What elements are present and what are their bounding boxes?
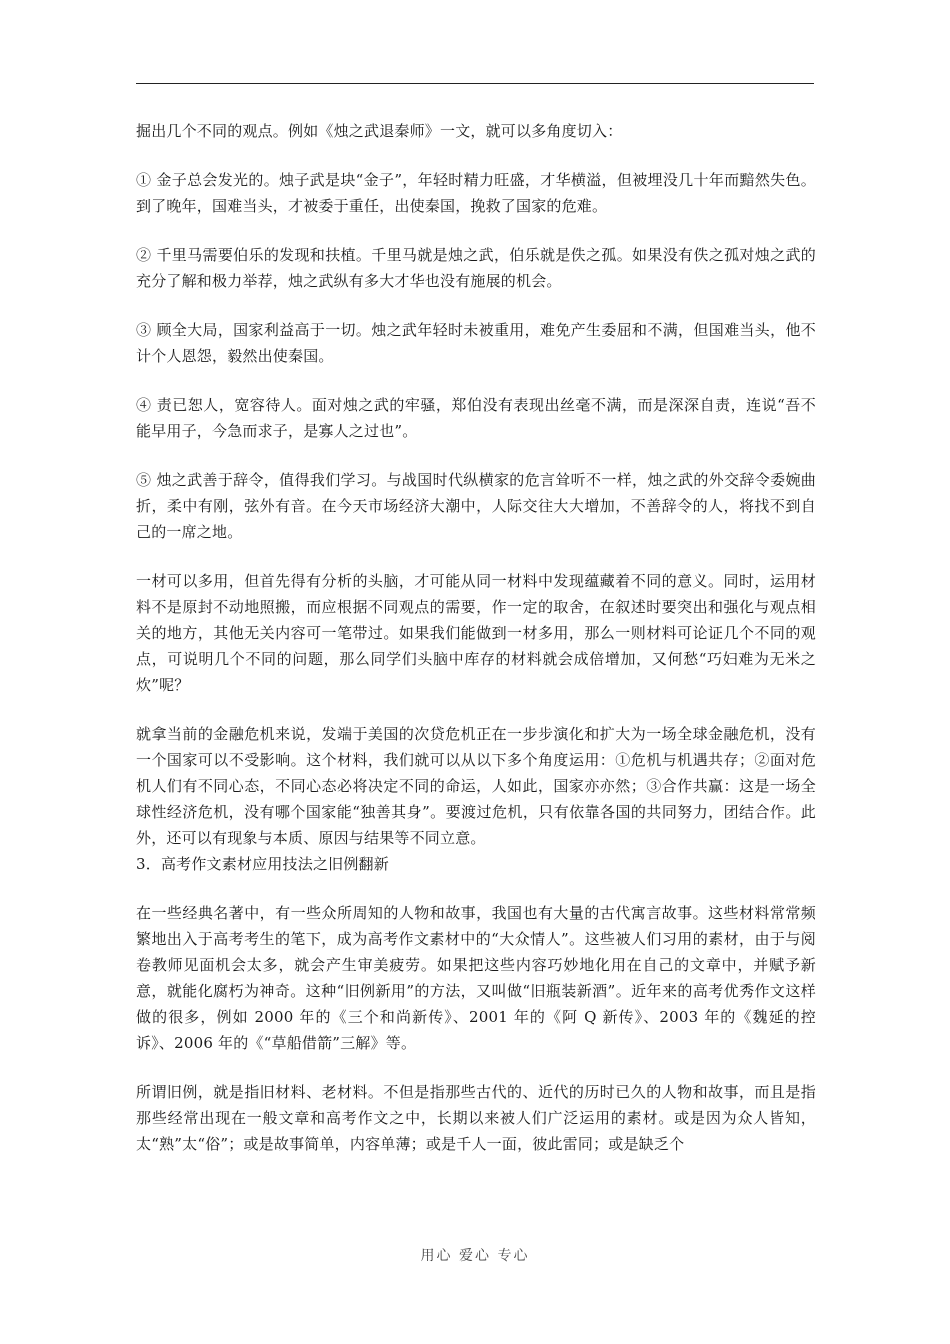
page-footer: 用心 爱心 专心 — [420, 1248, 530, 1264]
paragraph-point-2: ② 千里马需要伯乐的发现和扶植。千里马就是烛之武，伯乐就是佚之孤。如果没有佚之孤对烛之武的充分了解和极力举荐，烛之武纵有多大才华也没有施展的机会。 — [136, 246, 816, 290]
paragraph-intro: 掘出几个不同的观点。例如《烛之武退秦师》一文，就可以多角度切入： — [136, 122, 623, 140]
document-body — [136, 118, 816, 1157]
paragraph-one-material-many-uses: 一材可以多用，但首先得有分析的头脑，才可能从同一材料中发现蕴藏着不同的意义。同时，运用材料不是原封不动地照搬，而应根据不同观点的需要，作一定的取舍，在叙述时要突出和强化与观点相关的地方，其他无关内容可一笔带过。如果我们能做到一材多用，那么一则材料可论证几个不同的观点，可说明几个不同的问题，那么同学们头脑中库存的材料就会成倍增加，又何愁“巧妇难为无米之炊”呢？ — [136, 572, 816, 694]
paragraph-classic-stories: 在一些经典名著中，有一些众所周知的人物和故事，我国也有大量的古代寓言故事。这些材料常常频繁地出入于高考考生的笔下，成为高考作文素材中的“大众情人”。这些被人们习用的素材，由于与阅卷教师见面机会太多，就会产生审美疲劳。如果把这些内容巧妙地化用在自己的文章中，并赋予新意，就能化腐朽为神奇。这种“旧例新用”的方法，又叫做“旧瓶装新酒”。近年来的高考优秀作文这样做的很多，例如 2000 年的《三个和尚新传》、2001 年的《阿 Q 新传》、2003 年的《魏延的控诉》、2006 年的《“草船借箭”三解》等。 — [136, 904, 816, 1052]
paragraph-financial-crisis: 就拿当前的金融危机来说，发端于美国的次贷危机正在一步步演化和扩大为一场全球金融危机，没有一个国家可以不受影响。这个材料，我们就可以从以下多个角度运用：①危机与机遇共存；②面对危机人们有不同心态，不同心态必将决定不同的命运，人如此，国家亦亦然；③合作共赢：这是一场全球性经济危机，没有哪个国家能“独善其身”。要渡过危机，只有依靠各国的共同努力，团结合作。此外，还可以有现象与本质、原因与结果等不同立意。 — [136, 725, 816, 847]
paragraph-point-5: ⑤ 烛之武善于辞令，值得我们学习。与战国时代纵横家的危言耸听不一样，烛之武的外交辞令委婉曲折，柔中有刚，弦外有音。在今天市场经济大潮中，人际交往大大增加，不善辞令的人，将找不到自己的一席之地。 — [136, 471, 816, 541]
paragraph-point-4: ④ 责已恕人，宽容待人。面对烛之武的牢骚，郑伯没有表现出丝毫不满，而是深深自责，连说“吾不能早用子，今急而求子，是寡人之过也”。 — [136, 396, 816, 440]
paragraph-point-1: ① 金子总会发光的。烛子武是块“金子”，年轻时精力旺盛，才华横溢，但被埋没几十年而黯然失色。到了晚年，国难当头，才被委于重任，出使秦国，挽救了国家的危难。 — [136, 171, 816, 215]
paragraph-point-3: ③ 顾全大局，国家利益高于一切。烛之武年轻时未被重用，难免产生委屈和不满，但国难当头，他不计个人恩怨，毅然出使秦国。 — [136, 321, 816, 365]
header-rule — [136, 83, 814, 84]
paragraph-old-examples: 所谓旧例，就是指旧材料、老材料。不但是指那些古代的、近代的历时已久的人物和故事，而且是指那些经常出现在一般文章和高考作文之中，长期以来被人们广泛运用的素材。或是因为众人皆知，太“熟”太“俗”；或是故事简单，内容单薄；或是千人一面，彼此雷同；或是缺乏个 — [136, 1083, 816, 1153]
section-heading: 3．高考作文素材应用技法之旧例翻新 — [136, 855, 389, 873]
